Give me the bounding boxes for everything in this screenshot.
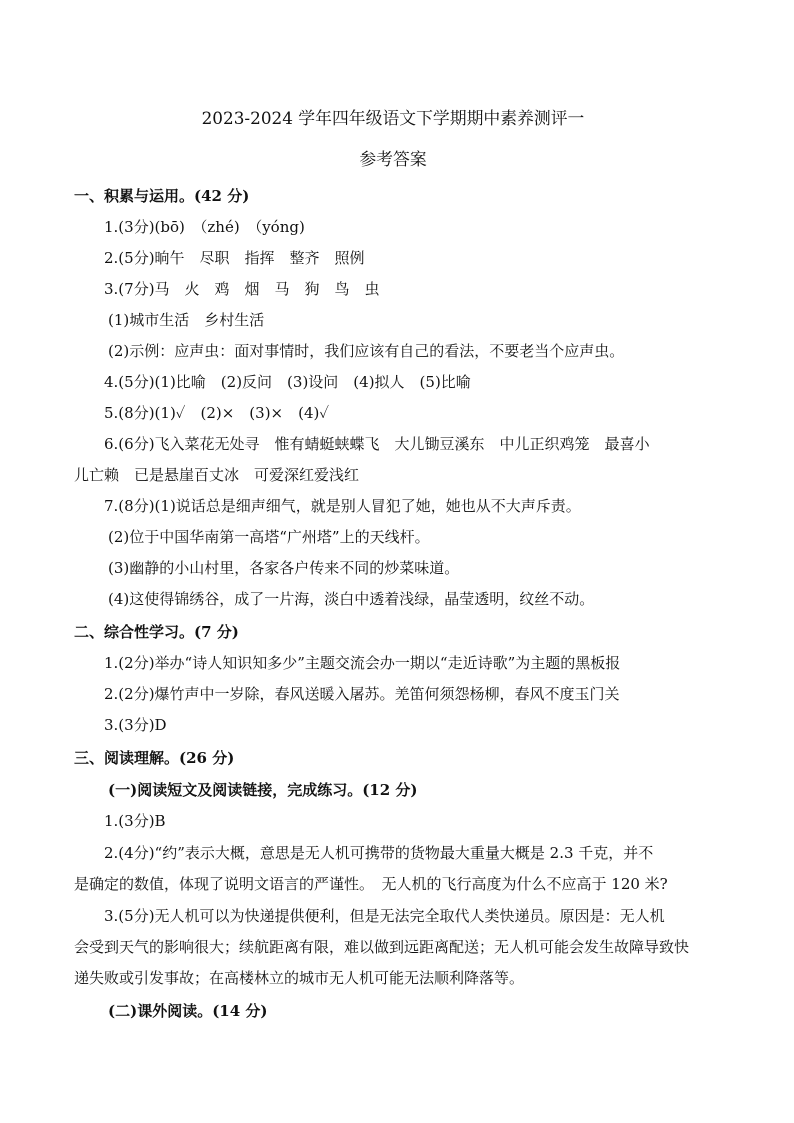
answer-1-1: 1.(3分)(bō) （zhé) （yóng) (104, 218, 305, 236)
section-1-heading: 一、积累与运用。(42 分) (74, 187, 250, 205)
answer-1-4: 4.(5分)(1)比喻 (2)反问 (3)设问 (4)拟人 (5)比喻 (104, 373, 471, 391)
answer-1-6: 6.(6分)飞入菜花无处寻 惟有蜻蜓蛱蝶飞 大儿锄豆溪东 中儿正织鸡笼 最喜小 (104, 435, 650, 453)
section-3-part-1-heading: (一)阅读短文及阅读链接，完成练习。(12 分) (108, 781, 418, 799)
answer-1-6-continued: 儿亡赖 已是悬崖百丈冰 可爱深红爱浅红 (74, 466, 360, 484)
section-2-heading: 二、综合性学习。(7 分) (74, 623, 239, 641)
page-subtitle: 参考答案 (359, 150, 427, 170)
answer-1-7-part-1: 7.(8分)(1)说话总是细声细气，就是别人冒犯了她，她也从不大声斥责。 (104, 497, 581, 515)
answer-1-3-part-2: (2)示例：应声虫：面对事情时，我们应该有自己的看法，不要老当个应声虫。 (108, 342, 625, 360)
answer-1-7-part-2: (2)位于中国华南第一高塔“广州塔”上的天线杆。 (108, 528, 430, 546)
section-3-heading: 三、阅读理解。(26 分) (74, 749, 235, 767)
page-title: 2023-2024 学年四年级语文下学期期中素养测评一 (201, 109, 585, 129)
answer-2-2: 2.(2分)爆竹声中一岁除，春风送暖入屠苏。羌笛何须怨杨柳，春风不度玉门关 (104, 685, 620, 703)
answer-2-3: 3.(3分)D (104, 716, 167, 734)
answer-3-3-continued-1: 会受到天气的影响很大；续航距离有限，难以做到远距离配送；无人机可能会发生故障导致快 (74, 938, 690, 956)
answer-3-3: 3.(5分)无人机可以为快递提供便利，但是无法完全取代人类快递员。原因是：无人机 (104, 907, 665, 925)
answer-1-7-part-4: (4)这使得锦绣谷，成了一片海，淡白中透着浅绿，晶莹透明，纹丝不动。 (108, 590, 595, 608)
answer-3-2-continued: 是确定的数值，体现了说明文语言的严谨性。 无人机的飞行高度为什么不应高于 120 米? (74, 875, 668, 893)
answer-1-3-part-1: (1)城市生活 乡村生活 (108, 311, 265, 329)
answer-1-2: 2.(5分)晌午 尽职 指挥 整齐 照例 (104, 249, 365, 267)
section-3-part-2-heading: (二)课外阅读。(14 分) (108, 1002, 268, 1020)
answer-1-5: 5.(8分)(1)✓ (2)× (3)× (4)✓ (104, 404, 330, 422)
answer-3-2: 2.(4分)“约”表示大概，意思是无人机可携带的货物最大重量大概是 2.3 千克，并不 (104, 844, 654, 862)
answer-3-3-continued-2: 递失败或引发事故；在高楼林立的城市无人机可能无法顺利降落等。 (74, 969, 525, 987)
answer-3-1: 1.(3分)B (104, 812, 166, 830)
answer-1-7-part-3: (3)幽静的小山村里，各家各户传来不同的炒菜味道。 (108, 559, 460, 577)
answer-2-1: 1.(2分)举办“诗人知识知多少”主题交流会办一期以“走近诗歌”为主题的黑板报 (104, 654, 621, 672)
answer-1-3: 3.(7分)马 火 鸡 烟 马 狗 鸟 虫 (104, 280, 380, 298)
